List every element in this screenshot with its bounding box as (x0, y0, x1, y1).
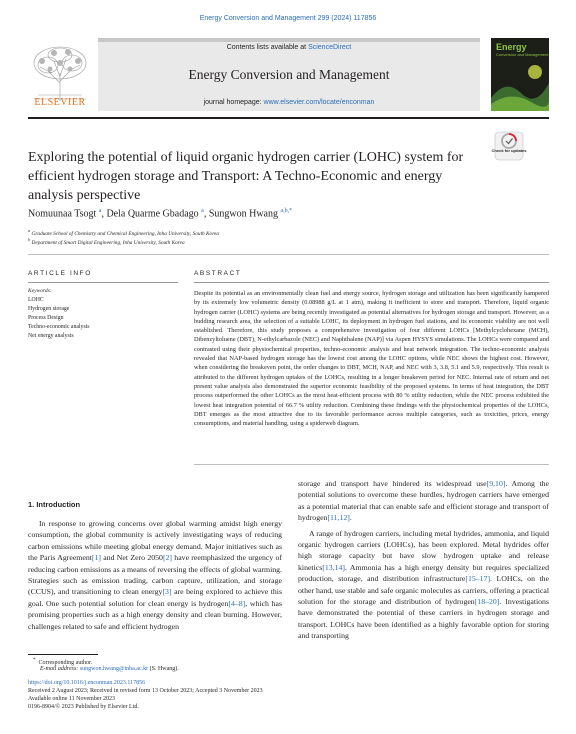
email-label: E-mail address: (40, 666, 80, 672)
introduction-heading: 1. Introduction (28, 500, 81, 509)
keyword-item: LOHC (28, 297, 44, 303)
cover-title: Energy (496, 42, 527, 52)
doi-link[interactable]: https://doi.org/10.1016/j.enconman.2023.117856 (28, 680, 146, 686)
body-text: have reemphasized the urgency of reducing carbon emissions as a means of reversing the effects of global warming. Strategies such as emission trading, carbon capture, utilization, and storage (CCUS), and transitioning to clean energy (28, 553, 282, 597)
affiliation-mark: b (28, 237, 31, 242)
reference-link[interactable]: [1] (91, 553, 101, 563)
email-line (40, 666, 179, 672)
reference-link[interactable]: [2] (162, 553, 173, 563)
reference-link[interactable]: [18–20] (474, 597, 500, 607)
article-title: Exploring the potential of liquid organic hydrogen carrier (LOHC) system for efficient hydrogen storage and Transport: A Techno-Economic and energy analysis perspective (28, 150, 464, 203)
author-list (28, 208, 292, 219)
abstract-text: Despite its potential as an environmentally clean fuel and energy source, hydrogen storage and utilization has been significantly hampered by its extremely low volumetric density (0.08988 g/L at 1 atm), making it inefficient to store and transport. Therefore, liquid organic hydrogen carrier (LOHC) systems are being recently investigated as potential alternatives for hydrogen storage and transport. However, as a budding research area, the selection of a suitable LOHC, its deployment in hydrogen fuel stations, and its economic viability are not well established. Therefore, this study proposes a comprehensive investigation of four different LOHCs [Methylcyclohexane (MCH), Dibenzyltoluene (DBT), N-ethylcarbazole (NEC) and Naphthalene (NAP)] via Aspen HYSYS simulations. The LOHCs were compared and contrasted using their physiochemical properties, techno-economic analysis and heat network integration. The techno-economic analysis revealed that NAP-based hydrogen storage has the lowest cost among the LOHC options, while NEC shows the highest cost. However, when considering the breakeven point, the order changes to DBT, MCH, NAP, and NEC with 3, 3.8, 5.1 and 5.9, respectively. This result is attributed to the different hydrogen uptakes of the LOHCs, resulting in a longer breakeven period for NEC. Internal rate of return and net present value analysis also demonstrated the superior economic feasibility of the proposed systems. In terms of heat integration, the DBT process outperformed the other LOHCs as the most heat-efficient process with 80 % utility reduction, while the NEC process exhibited the lowest heat integration potential of 66.7 % utility reduction. Combining these findings with the physiochemical properties of the LOHCs, DBT emerges as the most attractive due to its favorable performance across multiple categories, such as toxicities, prices, energy consumptions, and material handling, using a spiderweb diagram. (194, 290, 549, 428)
author-affiliation-mark[interactable]: a,b,* (280, 208, 293, 214)
email-suffix: (S. Hwang). (148, 666, 179, 672)
body-text: are being explored to achieve this goal. One such potential solution for clean energy is hydrogen (28, 587, 283, 608)
body-text: and Net Zero 2050 (100, 553, 163, 563)
author-name[interactable]: Dela Quarme Gbadago (106, 208, 199, 220)
check-for-updates-icon[interactable] (494, 131, 524, 161)
abstract-divider (194, 282, 549, 283)
affiliation-text: Graduate School of Chemistry and Chemical Engineering, Inha University, South Korea (31, 230, 220, 237)
intro-paragraph (298, 528, 549, 642)
footnote-mark: * (33, 658, 36, 663)
keyword-item: Hydrogen storage (28, 306, 70, 312)
cover-artwork (491, 38, 549, 111)
body-column-left (28, 518, 282, 632)
received-dates: Received 2 August 2023; Received in revised form 13 October 2023; Accepted 3 November 2023 (28, 688, 263, 694)
contents-available-line (98, 44, 480, 51)
issn-copyright: 0196-8904/© 2023 Published by Elsevier Ltd. (28, 704, 139, 710)
article-info-heading: ARTICLE INFO (28, 270, 92, 277)
author-separator: , (203, 208, 209, 220)
body-text: In response to growing concerns over global warming amidst high energy consumption, the global community is actively investigating ways of reducing carbon emissions while meeting global energy demand. Major initiatives such as the Paris Agreement (28, 519, 282, 563)
journal-homepage-link[interactable]: www.elsevier.com/locate/enconman (263, 99, 375, 106)
footnote-divider (28, 654, 98, 655)
abstract-bottom-divider (194, 464, 549, 465)
affiliation-a (28, 228, 219, 237)
intro-paragraph (28, 518, 282, 632)
body-text: . Among the potential solutions to overcome these hurdles, hydrogen carriers have emerged as a potential material that can enable safe and efficient storage and transport of hydrogen (298, 479, 549, 523)
reference-link[interactable]: [4–8] (228, 598, 246, 608)
affiliation-mark: a (28, 228, 31, 233)
body-text: A range of hydrogen carriers, including metal hydrides, ammonia, and liquid organic hydrogen carriers (LOHCs), has been explored. Metal hydrides offer high storage capacity but have slow hydrogen uptake and release kinetics (298, 528, 549, 572)
author-separator: , (101, 208, 107, 220)
author-name[interactable]: Nomuunaa Tsogt (28, 208, 97, 220)
author-affiliation-mark[interactable]: a (98, 208, 102, 214)
body-text: . Investigations have demonstrated the potential of these carriers in hydrogen storage and transport. LOHCs have been identified as a highly favorable option for storing and transporting (298, 597, 549, 641)
journal-header-top-bar (98, 38, 480, 42)
journal-citation[interactable]: Energy Conversion and Management 299 (2024) 117856 (199, 15, 377, 22)
body-text: . LOHCs, on the other hand, use stable and safe organic molecules as carriers, offering a practical solution for the storage and distribution of hydrogen (298, 574, 549, 607)
body-text: storage and transport have hindered its widespread use (298, 479, 487, 488)
reference-link[interactable]: [11,12] (327, 513, 350, 523)
keyword-item: Process Design (28, 315, 64, 321)
body-column-right (298, 478, 549, 642)
reference-link[interactable]: [9,10] (486, 479, 506, 488)
keyword-item: Net energy analysis (28, 333, 74, 339)
affiliation-divider (28, 254, 549, 255)
reference-link[interactable]: [15–17] (465, 574, 491, 584)
keyword-item: Techno-economic analysis (28, 324, 90, 330)
body-text: . Ammonia has a high energy density but requires specialized production, storage, and distribution infrastructure (298, 562, 549, 584)
keywords-label: Keywords: (28, 288, 52, 294)
author-affiliation-mark[interactable]: a (201, 208, 204, 214)
affiliation-b (28, 237, 185, 246)
author-name[interactable]: Sungwon Hwang (208, 208, 278, 220)
corresponding-author-note (33, 658, 92, 666)
body-text: , which has promising properties such as a high energy density and clean burning. However, challenges related to safe and efficient hydrogen (28, 598, 282, 631)
journal-name: Energy Conversion and Management (188, 67, 390, 82)
reference-link[interactable]: [3] (162, 587, 172, 597)
body-text: . (349, 513, 352, 523)
email-link[interactable]: sungwon.hwang@inha.ac.kr (79, 666, 149, 672)
corresponding-author-label: Corresponding author. (38, 660, 93, 666)
homepage-prefix: journal homepage: (203, 99, 264, 106)
sciencedirect-link[interactable]: ScienceDirect (308, 44, 352, 51)
contents-prefix: Contents lists available at (226, 44, 309, 51)
cover-subtitle: Conversion and Management (496, 52, 549, 57)
intro-paragraph-continued (298, 478, 549, 524)
available-online-date: Available online 11 November 2023 (28, 696, 115, 702)
affiliation-text: Department of Smart Digital Engineering, Inha University, South Korea (31, 239, 185, 246)
journal-homepage-line (98, 99, 480, 106)
abstract-heading: ABSTRACT (194, 270, 242, 277)
elsevier-wordmark[interactable]: ELSEVIER (34, 97, 86, 108)
journal-cover-thumbnail[interactable] (491, 38, 549, 111)
reference-link[interactable]: [13,14] (322, 562, 346, 572)
article-info-divider (28, 282, 178, 283)
header-divider (28, 117, 549, 119)
check-for-updates-label[interactable]: Check for updates (491, 148, 527, 153)
